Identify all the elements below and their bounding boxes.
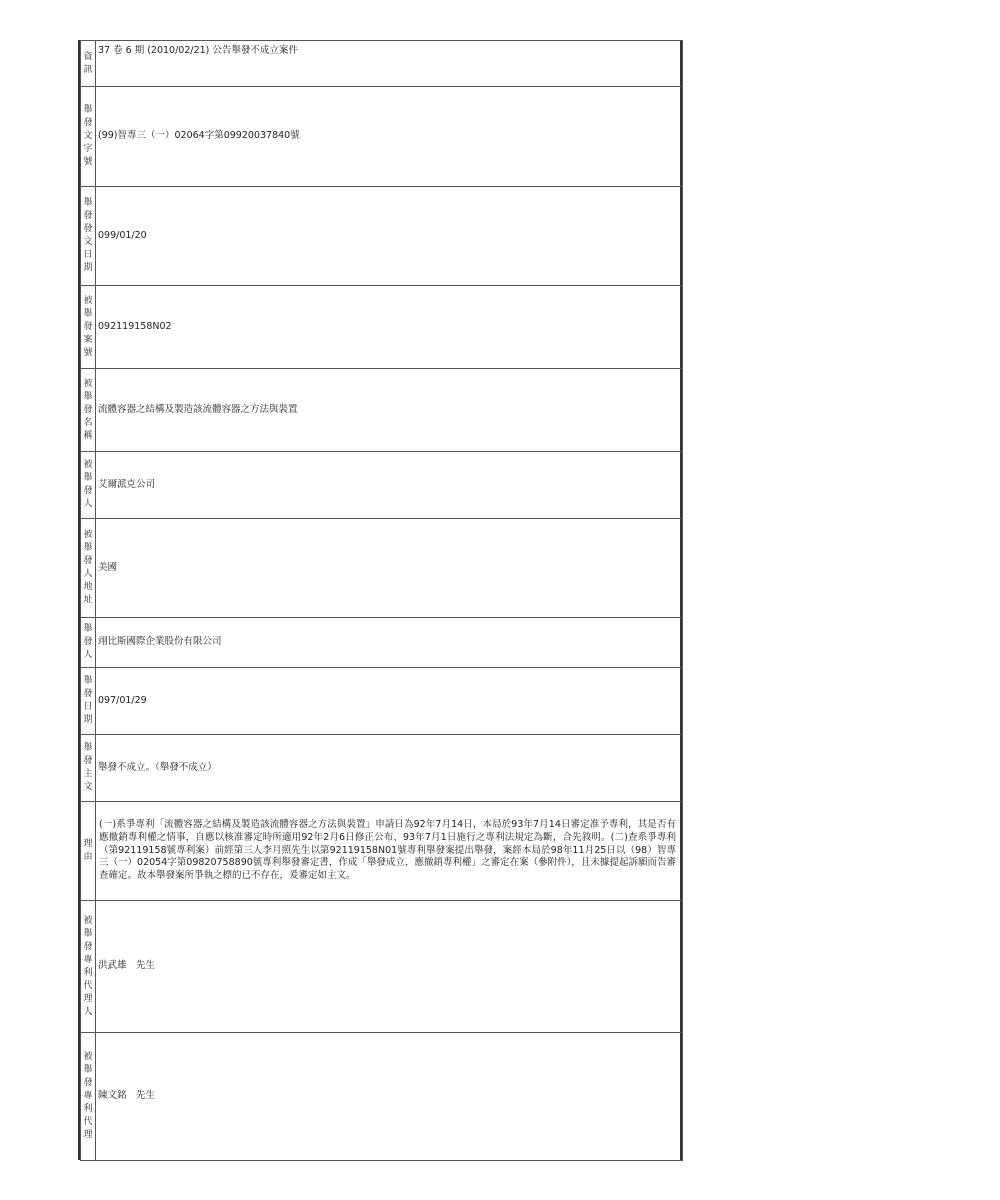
row-label: 被舉發專利代理人	[81, 901, 96, 1033]
table-row-respondent	[81, 452, 683, 519]
row-label: 舉發發文日期	[81, 187, 96, 286]
row-label: 理由	[81, 802, 96, 901]
table-row-decision	[81, 735, 683, 802]
row-value: 陳文銘 先生	[96, 1033, 683, 1161]
row-value: 流體容器之結構及製造該流體容器之方法與裝置	[96, 369, 683, 452]
row-value: 37 卷 6 期 (2010/02/21) 公告舉發不成立案件	[96, 41, 683, 87]
row-label: 被舉發名稱	[81, 369, 96, 452]
table-row-doc-number	[81, 87, 683, 187]
row-value: 舉發不成立。（舉發不成立）	[96, 735, 683, 802]
row-value: 洪武雄 先生	[96, 901, 683, 1033]
row-value: 艾爾派克公司	[96, 452, 683, 519]
row-label: 被舉發專利代理	[81, 1033, 96, 1161]
row-label: 被舉發案號	[81, 286, 96, 369]
table-row-respondent-address	[81, 519, 683, 618]
row-label: 被舉發人地址	[81, 519, 96, 618]
row-value: 美國	[96, 519, 683, 618]
row-label: 舉發日期	[81, 668, 96, 735]
table-row-issue-date	[81, 187, 683, 286]
row-value: 翊比斯國際企業股份有限公司	[96, 618, 683, 668]
row-value: 099/01/20	[96, 187, 683, 286]
table-row-petitioner	[81, 618, 683, 668]
row-label: 資訊	[81, 41, 96, 87]
row-label: 被舉發人	[81, 452, 96, 519]
row-value: (一)系爭專利「流體容器之結構及製造該流體容器之方法與裝置」申請日為92年7月14日，本局於93年7月14日審定准予專利，其是否有應撤銷專利權之情事，自應以核准審定時所適用92年2月6日修正公布、93年7月1日施行之專利法規定為斷，合先敘明。(二)查系爭專利（第92119158號專利案）前經第三人李月照先生以第92119158N01號專利舉發案提出舉發，案經本局於98年11月25日以（98）智專三（一）02054字第09820758890號專利舉發審定書，作成「舉發成立，應撤銷專利權」之審定在案（參附件），且未據提起訴願而告審查確定。故本舉發案所爭執之標的已不存在，爰審定如主文。	[96, 802, 683, 901]
table-row-patent-name	[81, 369, 683, 452]
row-label: 舉發主文	[81, 735, 96, 802]
row-label: 舉發人	[81, 618, 96, 668]
row-value: (99)智專三（一）02064字第09920037840號	[96, 87, 683, 187]
table-row-agent-2	[81, 1033, 683, 1161]
table-row-petition-date	[81, 668, 683, 735]
table-row-agent-1	[81, 901, 683, 1033]
row-label: 舉發文字號	[81, 87, 96, 187]
table-row-info	[81, 41, 683, 87]
table-row-reason	[81, 802, 683, 901]
announcement-table	[80, 40, 683, 1161]
row-value: 097/01/29	[96, 668, 683, 735]
row-value: 092119158N02	[96, 286, 683, 369]
table-row-case-number	[81, 286, 683, 369]
